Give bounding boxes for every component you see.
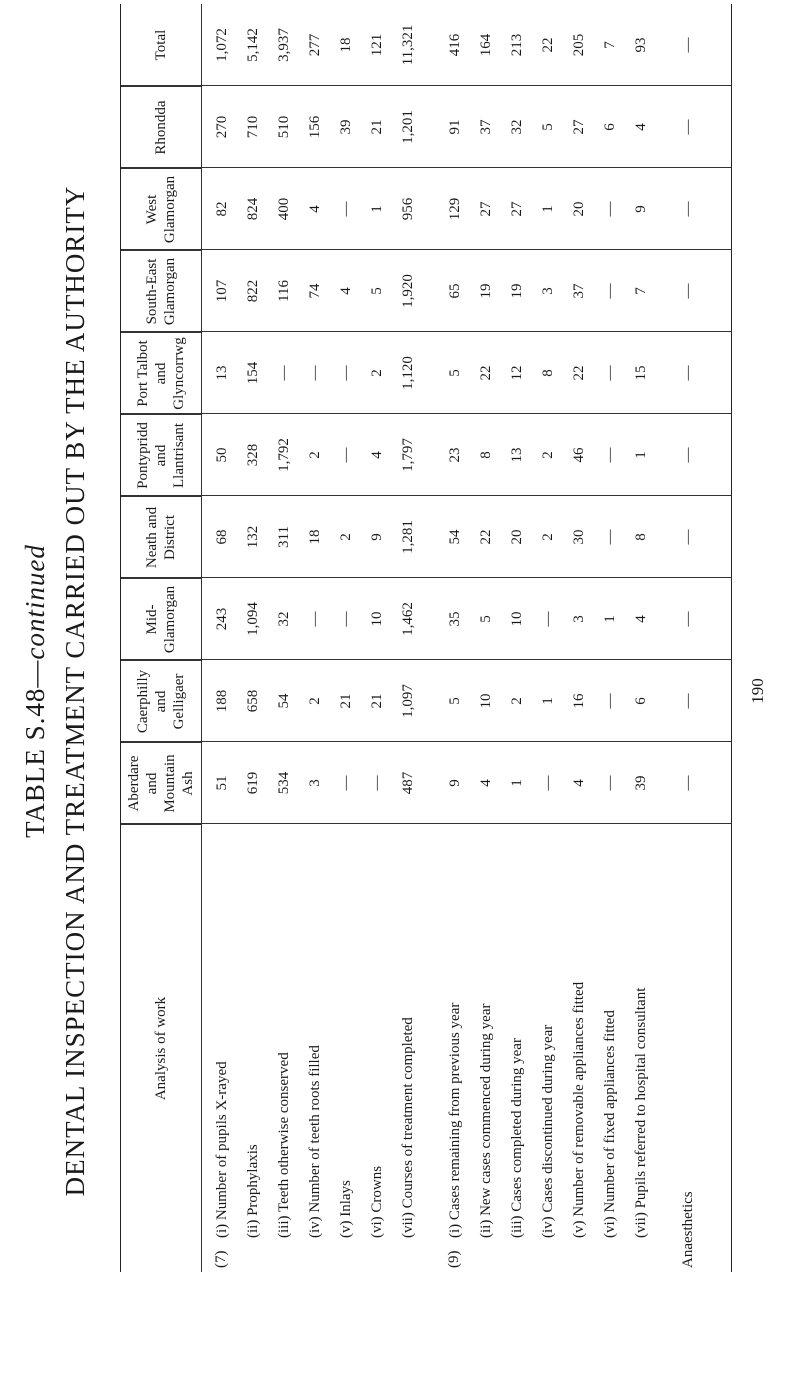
cell-value: 1,072 [214,28,230,62]
row-label: (i) Cases remaining from previous year [447,1002,463,1238]
cell-value: 32 [276,611,292,627]
cell-value: 1,797 [400,438,416,472]
cell-value: 243 [214,607,230,631]
cell-value: 39 [633,775,649,791]
cell-value: — [680,447,696,463]
cell-value: — [338,775,354,791]
cell-value: — [276,365,292,381]
row-label: (ii) New cases commenced during year [478,1003,494,1238]
cell-value: 18 [307,529,323,545]
cell-value: 1,920 [400,274,416,308]
cell-value: 1 [540,205,556,213]
cell-value: 1,094 [245,602,261,636]
column-header: Caerphilly and Gelligaer [121,660,201,742]
cell-value: 13 [214,365,230,381]
cell-value: 6 [602,123,618,131]
column-divider [121,495,731,496]
column-header: Rhondda [121,86,201,168]
cell-value: 22 [478,529,494,545]
cell-value: 1,792 [276,438,292,472]
cell-value: 1 [633,451,649,459]
row-label: (v) Number of removable appliances fitted [571,981,587,1238]
row-label: (vii) Pupils referred to hospital consultant [633,987,649,1238]
cell-value: 9 [447,779,463,787]
cell-value: — [369,775,385,791]
column-header: Aberdare and Mountain Ash [121,742,201,824]
cell-value: 822 [245,279,261,303]
cell-value: 270 [214,115,230,139]
column-divider [121,331,731,332]
cell-value: — [602,447,618,463]
row-label: (ii) Prophylaxis [245,1144,261,1238]
cell-value: 27 [478,201,494,217]
cell-value: — [680,611,696,627]
cell-value: 1,097 [400,684,416,718]
cell-value: — [602,201,618,217]
cell-value: 6 [633,697,649,705]
column-divider [121,577,731,578]
table-subtitle: DENTAL INSPECTION AND TREATMENT CARRIED OUT BY THE AUTHORITY [60,185,90,1197]
cell-value: 74 [307,283,323,299]
cell-value: 710 [245,115,261,139]
cell-value: 2 [509,697,525,705]
cell-value: 132 [245,525,261,549]
row-label: (vii) Courses of treatment completed [400,1017,416,1238]
cell-value: 8 [633,533,649,541]
column-header: Neath and District [121,496,201,578]
cell-value: — [540,775,556,791]
cell-value: 23 [447,447,463,463]
column-divider [121,167,731,168]
cell-value: 3 [540,287,556,295]
cell-value: 11,321 [400,24,416,66]
cell-value: 824 [245,197,261,221]
cell-value: 32 [509,119,525,135]
table-continued: continued [20,544,50,660]
cell-value: 658 [245,689,261,713]
cell-value: 5,142 [245,28,261,62]
cell-value: 2 [338,533,354,541]
column-header: Analysis of work [121,824,201,1272]
row-label: (iv) Number of teeth roots filled [307,1045,323,1238]
cell-value: — [680,37,696,53]
cell-value: — [602,693,618,709]
cell-value: 1,201 [400,110,416,144]
cell-value: — [338,611,354,627]
cell-value: 4 [571,779,587,787]
cell-value: 39 [338,119,354,135]
cell-value: 91 [447,119,463,135]
cell-value: 2 [369,369,385,377]
cell-value: 10 [478,693,494,709]
cell-value: — [680,201,696,217]
cell-value: 10 [509,611,525,627]
cell-value: 7 [602,41,618,49]
page-number: 190 [748,678,767,704]
cell-value: — [338,365,354,381]
cell-value: 54 [447,529,463,545]
cell-value: 15 [633,365,649,381]
cell-value: 54 [276,693,292,709]
cell-value: 116 [276,280,292,302]
column-header: Pontypridd and Llantrisant [121,414,201,496]
cell-value: — [540,611,556,627]
column-divider [121,823,731,824]
cell-value: 3,937 [276,28,292,62]
cell-value: 400 [276,197,292,221]
dental-table [120,4,732,1272]
section-number: (7) [213,1250,229,1268]
cell-value: 1 [602,615,618,623]
cell-value: 1 [540,697,556,705]
cell-value: 30 [571,529,587,545]
cell-value: 487 [400,771,416,795]
column-header: South-East Glamorgan [121,250,201,332]
cell-value: 5 [369,287,385,295]
cell-value: 4 [369,451,385,459]
cell-value: 35 [447,611,463,627]
cell-value: 50 [214,447,230,463]
cell-value: — [307,611,323,627]
cell-value: — [602,365,618,381]
cell-value: 37 [478,119,494,135]
cell-value: — [680,365,696,381]
cell-value: 7 [633,287,649,295]
cell-value: 37 [571,283,587,299]
table-header-row [121,4,202,1272]
cell-value: 205 [571,33,587,57]
cell-value: 5 [478,615,494,623]
cell-value: 82 [214,201,230,217]
cell-value: 21 [369,693,385,709]
column-divider [121,249,731,250]
cell-value: 107 [214,279,230,303]
table-title: TABLE S.48—continued [20,544,50,838]
cell-value: 5 [447,369,463,377]
cell-value: 22 [571,365,587,381]
table-number: TABLE S.48 [20,687,50,838]
cell-value: 213 [509,33,525,57]
cell-value: 9 [633,205,649,213]
cell-value: 129 [447,197,463,221]
cell-value: 93 [633,37,649,53]
cell-value: 328 [245,443,261,467]
row-label: (iv) Cases discontinued during year [540,1024,556,1238]
cell-value: — [680,119,696,135]
cell-value: — [680,775,696,791]
cell-value: 1,462 [400,602,416,636]
row-label: (vi) Number of fixed appliances fitted [602,1010,618,1238]
cell-value: 5 [447,697,463,705]
cell-value: 16 [571,693,587,709]
column-divider [121,741,731,742]
cell-value: 2 [540,533,556,541]
cell-value: 2 [307,697,323,705]
cell-value: 5 [540,123,556,131]
cell-value: 4 [307,205,323,213]
cell-value: 188 [214,689,230,713]
cell-value: 510 [276,115,292,139]
cell-value: 154 [245,361,261,385]
cell-value: — [338,447,354,463]
column-header: West Glamorgan [121,168,201,250]
cell-value: 121 [369,33,385,57]
column-divider [121,659,731,660]
cell-value: 10 [369,611,385,627]
cell-value: 4 [633,123,649,131]
cell-value: 1,120 [400,356,416,390]
cell-value: 311 [276,526,292,548]
cell-value: 51 [214,775,230,791]
cell-value: 18 [338,37,354,53]
cell-value: 2 [540,451,556,459]
column-divider [121,85,731,86]
cell-value: 619 [245,771,261,795]
cell-value: 1 [369,205,385,213]
cell-value: 20 [509,529,525,545]
column-divider [121,413,731,414]
row-label: (v) Inlays [338,1180,354,1238]
cell-value: — [602,775,618,791]
row-label: (vi) Crowns [369,1165,385,1238]
cell-value: 46 [571,447,587,463]
cell-value: 956 [400,197,416,221]
cell-value: 20 [571,201,587,217]
cell-value: 8 [478,451,494,459]
cell-value: 534 [276,771,292,795]
cell-value: 1 [509,779,525,787]
cell-value: 21 [369,119,385,135]
cell-value: 21 [338,693,354,709]
cell-value: 3 [307,779,323,787]
cell-value: — [602,529,618,545]
cell-value: 3 [571,615,587,623]
cell-value: 27 [509,201,525,217]
cell-value: 4 [478,779,494,787]
column-header: Mid-Glamorgan [121,578,201,660]
cell-value: — [680,529,696,545]
cell-value: 4 [633,615,649,623]
cell-value: — [338,201,354,217]
column-header: Total [153,29,169,61]
row-label: (i) Number of pupils X-rayed [214,1061,230,1238]
cell-value: 4 [338,287,354,295]
row-label: (iii) Teeth otherwise conserved [276,1052,292,1238]
cell-value: 27 [571,119,587,135]
cell-value: 19 [509,283,525,299]
cell-value: — [680,693,696,709]
column-header: Port Talbot and Glyncorrwg [121,332,201,414]
section-number: (9) [446,1250,462,1268]
cell-value: 19 [478,283,494,299]
cell-value: — [602,283,618,299]
cell-value: — [307,365,323,381]
cell-value: 65 [447,283,463,299]
cell-value: 9 [369,533,385,541]
cell-value: — [680,283,696,299]
cell-value: 156 [307,115,323,139]
cell-value: 8 [540,369,556,377]
cell-value: 13 [509,447,525,463]
cell-value: 68 [214,529,230,545]
row-label: Anaesthetics [680,1191,696,1268]
cell-value: 1,281 [400,520,416,554]
row-label: (iii) Cases completed during year [509,1038,525,1238]
cell-value: 22 [540,37,556,53]
cell-value: 164 [478,33,494,57]
cell-value: 22 [478,365,494,381]
cell-value: 12 [509,365,525,381]
cell-value: 2 [307,451,323,459]
cell-value: 416 [447,33,463,57]
cell-value: 277 [307,33,323,57]
